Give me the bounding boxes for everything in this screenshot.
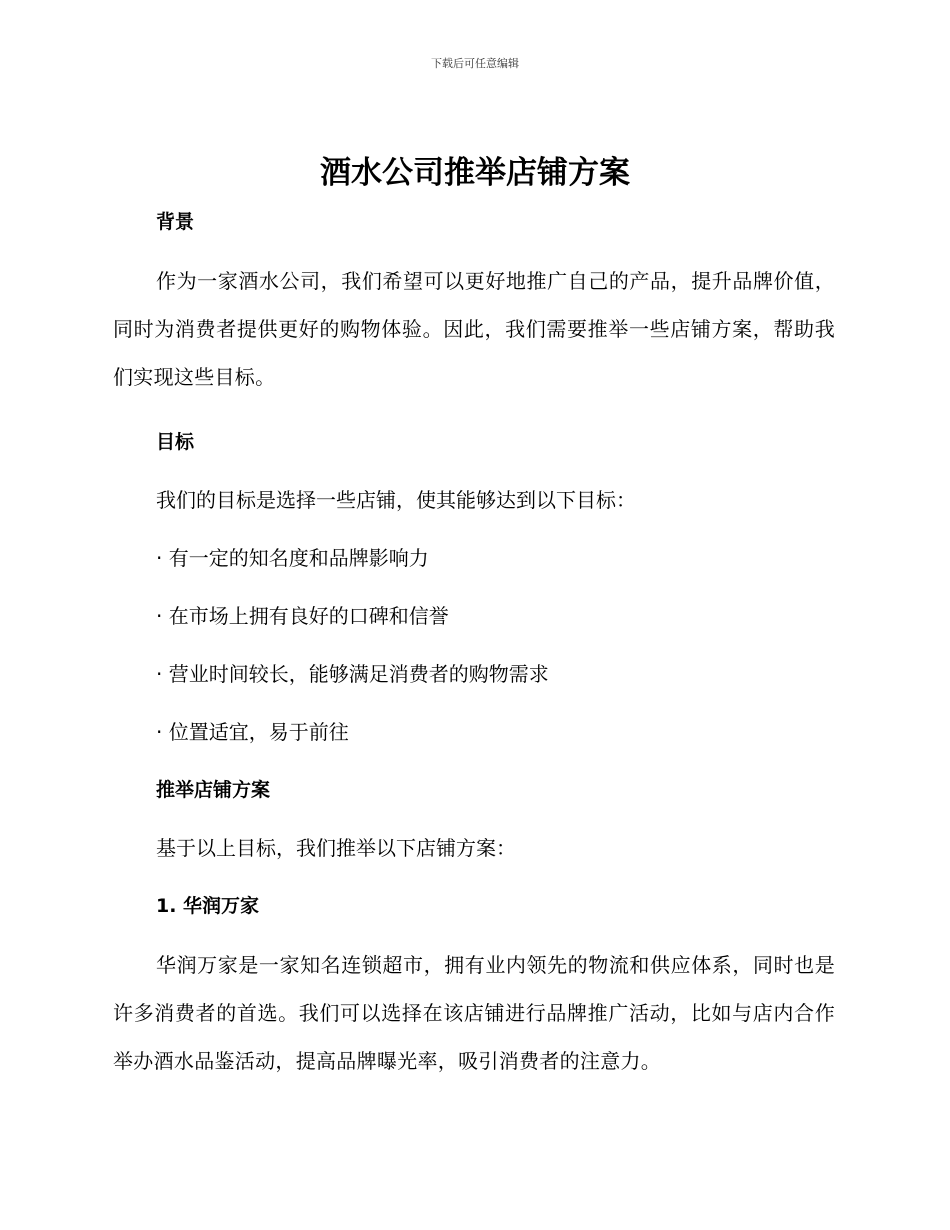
plan-item-1-heading: 1. 华润万家: [156, 895, 260, 917]
section-heading-plan: 推举店铺方案: [156, 779, 271, 801]
goal-bullet-2: · 在市场上拥有良好的口碑和信誉: [156, 604, 449, 628]
goal-bullet-1: · 有一定的知名度和品牌影响力: [156, 546, 429, 570]
goal-bullet-4: · 位置适宜，易于前往: [156, 720, 349, 744]
background-paragraph: 作为一家酒水公司，我们希望可以更好地推广自己的产品，提升品牌价值，同时为消费者提供更好的购物体验。因此，我们需要推举一些店铺方案，帮助我们实现这些目标。: [113, 269, 835, 389]
plan-item-1-paragraph: 华润万家是一家知名连锁超市，拥有业内领先的物流和供应体系，同时也是许多消费者的首选。我们可以选择在该店铺进行品牌推广活动，比如与店内合作举办酒水品鉴活动，提高品牌曝光率，吸引消费者的注意力。: [113, 953, 835, 1073]
plan-intro: 基于以上目标，我们推举以下店铺方案：: [156, 836, 516, 860]
section-heading-background: 背景: [156, 211, 195, 233]
document-body: [113, 205, 835, 1085]
document-title: 酒水公司推举店铺方案: [320, 155, 630, 191]
section-heading-goals: 目标: [156, 431, 195, 453]
goal-bullet-3: · 营业时间较长，能够满足消费者的购物需求: [156, 662, 549, 686]
goals-intro: 我们的目标是选择一些店铺，使其能够达到以下目标：: [156, 488, 636, 512]
header-note: 下载后可任意编辑: [431, 57, 519, 70]
